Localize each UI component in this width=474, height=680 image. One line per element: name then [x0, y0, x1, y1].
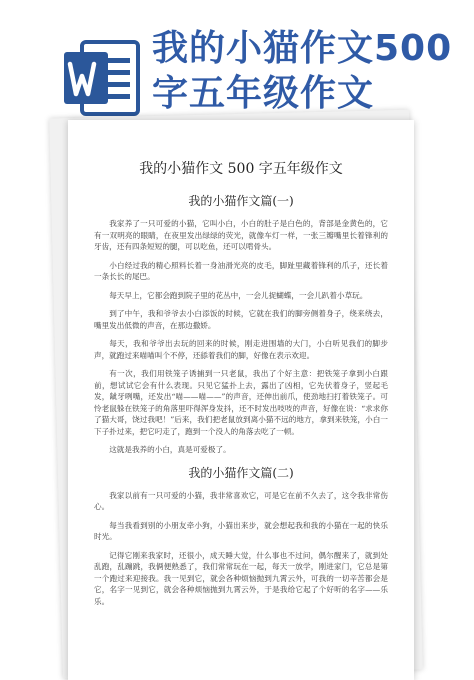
paragraph: 每天早上，它都会跑到院子里的花丛中，一会儿捉蝴蝶，一会儿趴着小草玩。: [109, 290, 368, 300]
paragraph: 我家养了一只可爱的小猫，它叫小白，小白的肚子是白色的，背部是金黄色的，它有一双明亮的眼睛，在夜里发出绿绿的荧光，就像车灯一样，一张三瓣嘴里长着锋利的牙齿，还有四条短短的腿，可以吃鱼，还可以啃骨头。: [94, 219, 388, 251]
paragraph: 每当我看到别的小朋友牵小狗，小猫出来步，就会想起我和我的小猫在一起的快乐时光。: [94, 520, 388, 541]
header-banner: [0, 0, 474, 120]
paragraph: 记得它刚来我家时，还很小，成天睡大觉，什么事也不过问，偶尔醒来了，就到处乱跑，乱蹦跳，我俩便熟悉了，我们常常玩在一起，每天一放学，刚进家门，它总是第一个跑过来迎接我。我一见到它，就会各种烦恼抛到九霄云外，可我的一切辛苦都会是它，名字一见到它，就会各种烦恼抛到九霄云外，于是我给它起了个好听的名字——乐乐。: [94, 550, 388, 606]
section: [94, 192, 388, 456]
document-page: [68, 120, 414, 680]
document-title: 我的小猫作文 500 字五年级作文: [139, 161, 343, 177]
section-heading: 我的小猫作文篇(一): [188, 194, 294, 208]
section: [94, 464, 388, 608]
paragraph: 我家以前有一只可爱的小猫，我非常喜欢它，可是它在前不久去了，这令我非常伤心。: [94, 490, 388, 511]
header-title: 我的小猫作文500字五年级作文: [152, 28, 453, 114]
paragraph: 小白经过我的精心照料长着一身油滑光亮的皮毛，脚趾里藏着锋利的爪子，还长着一条长长的尾巴。: [94, 260, 388, 281]
paragraph: 有一次，我们用铁笼子诱捕到一只老鼠，我出了个好主意：把铁笼子拿到小白跟前，想试试它会有什么表现。只见它猛扑上去，露出了凶相，它先伏着身子，竖起毛发，龇牙咧嘴，还发出“喵——喵——”的声音，还伸出前爪，使劲地扫打着铁笼子。可怜老鼠躲在铁笼子的角落里吓得浑身发抖，还不时发出吱吱的声音，好像在说：“求求你了猫大哥，饶过我吧！”后来，我们把老鼠放到离小猫不远的地方，拿到来铁笼，小白一下子扑过来，把它叼走了，跑到一个没人的角落去吃了一顿。: [94, 369, 388, 436]
word-document-icon: [62, 40, 142, 116]
paragraph: 到了中午，我和爷爷去小白添饭的时候，它就在我们的脚旁侧着身子，绕来绕去，嘴里发出低微的声音，在那边撒娇。: [94, 309, 388, 330]
paragraph: 这就是我养的小白，真是可爱极了。: [109, 445, 231, 454]
paragraph: 每天，我和爷爷出去玩的回来的时候，刚走进围墙的大门，小白听见我们的脚步声，就跑过来喵喵叫个不停，还舔着我们的脚，好像在表示欢迎。: [94, 339, 388, 360]
section-heading: 我的小猫作文篇(二): [188, 465, 294, 480]
